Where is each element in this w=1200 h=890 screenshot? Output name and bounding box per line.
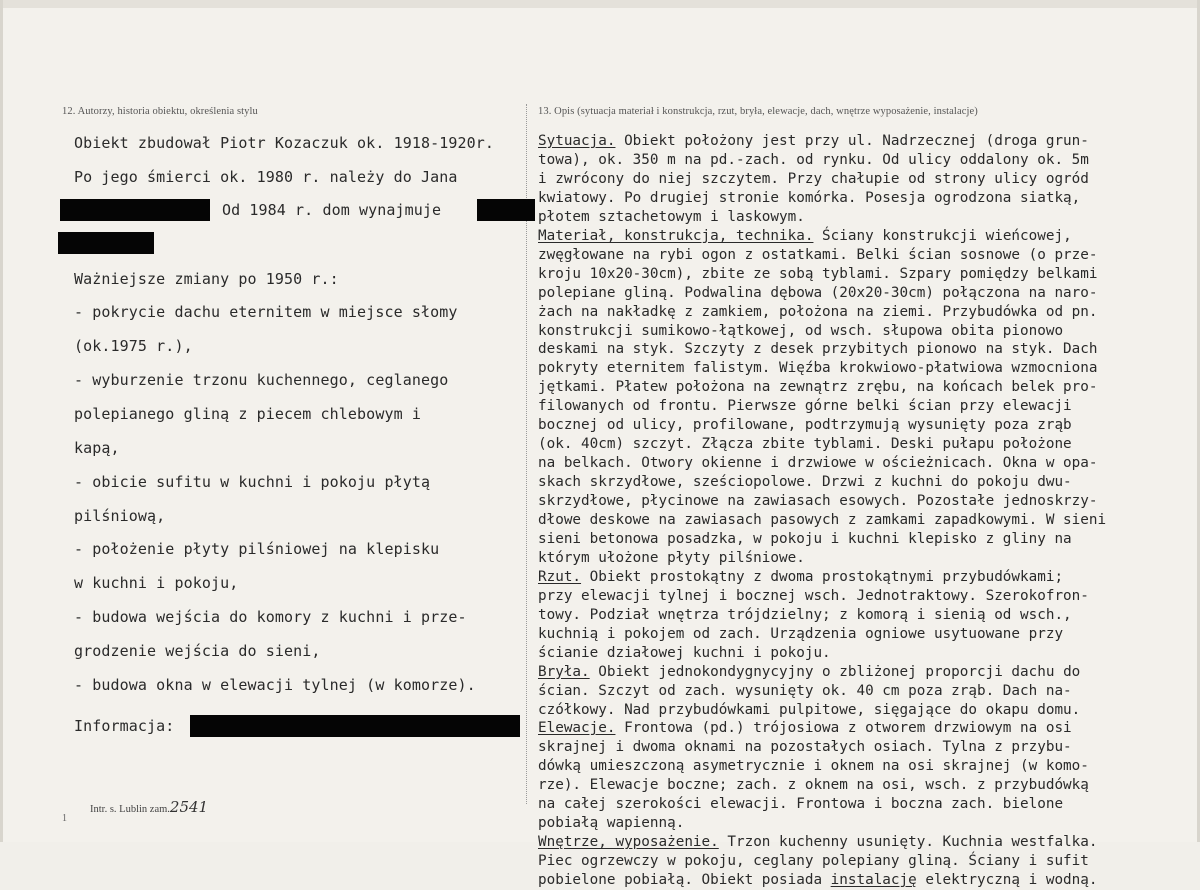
line-text: dłowe deskowe na zawiasach pasowych z zamkami zapadkowymi. W sieni xyxy=(538,512,1107,528)
redaction-bar xyxy=(190,715,520,737)
corner-mark: 1 xyxy=(62,813,67,824)
line-text: Frontowa (pd.) trójosiowa z otworem drzwiowym na osi xyxy=(615,720,1072,737)
changes-title: Ważniejsze zmiany po 1950 r.: xyxy=(74,270,339,288)
description-line xyxy=(538,871,1098,890)
change-item: - pokrycie dachu eternitem w miejsce słomy xyxy=(74,303,458,321)
line-text: jętkami. Płatew położona na zewnątrz zrębu, na końcach belek pro- xyxy=(538,379,1098,396)
line-text: Obiekt jednokondygnycyjny o zbliżonej proporcji dachu do xyxy=(589,663,1081,680)
description-line xyxy=(538,719,1072,738)
description-line xyxy=(538,170,1089,189)
change-item: - położenie płyty pilśniowej na klepisku xyxy=(74,540,440,558)
section-heading: Rzut. xyxy=(538,568,582,585)
section-heading: Bryła. xyxy=(538,663,590,680)
change-item: grodzenie wejścia do sieni, xyxy=(74,642,321,660)
line-text: kroju 10x20-30cm), zbite ze sobą tyblami. Szpary pomiędzy belkami xyxy=(538,265,1098,282)
description-line xyxy=(538,151,1089,170)
line-text: na całej szerokości elewacji. Frontowa i boczna zach. bielone xyxy=(538,796,1064,813)
archive-stamp xyxy=(90,798,208,816)
description-line xyxy=(538,454,1097,473)
section-heading: Wnętrze, wyposażenie. xyxy=(538,834,719,851)
change-item: polepianego gliną z piecem chlebowym i xyxy=(74,405,421,423)
change-item: - wyburzenie trzonu kuchennego, ceglanego xyxy=(74,371,449,389)
redaction-bar xyxy=(477,199,535,221)
line-text: Piec ogrzewczy w pokoju, ceglany polepiany gliną. Ściany i sufit xyxy=(538,853,1089,870)
description-line xyxy=(538,492,1097,511)
description-line xyxy=(538,606,1072,625)
line-text: towy. Podział wnętrza trójdzielny; z komorą i sienią od wsch., xyxy=(538,606,1072,623)
line-text: bocznej od ulicy, profilowane, podtrzymują wysunięty poza zrąb xyxy=(538,417,1072,434)
description-line xyxy=(538,340,1097,359)
description-line xyxy=(538,378,1097,397)
description-line xyxy=(538,511,1106,530)
description-line xyxy=(538,625,1063,644)
tenant-line: Od 1984 r. dom wynajmuje xyxy=(222,201,442,219)
description-line xyxy=(538,644,831,663)
line-text: sieni betonowa posadzka, w pokoju i kuchni klepisko z gliny na xyxy=(538,530,1072,547)
section-heading: Materiał, konstrukcja, technika. xyxy=(538,227,814,244)
description-line xyxy=(538,701,1080,720)
change-item: - obicie sufitu w kuchni i pokoju płytą xyxy=(74,473,431,491)
line-text: kuchnią i pokojem od zach. Urządzenia ogniowe usytuowane przy xyxy=(538,625,1064,642)
line-text: Ściany konstrukcji wieńcowej, xyxy=(813,227,1072,244)
description-line xyxy=(538,795,1063,814)
top-edge-shadow xyxy=(0,0,1200,8)
line-text: przy elewacji tylnej i bocznej wsch. Jednotraktowy. Szerokofron- xyxy=(538,587,1089,604)
owner-line: Po jego śmierci ok. 1980 r. należy do Jana xyxy=(74,168,458,186)
info-label: Informacja: xyxy=(74,717,175,735)
description-line xyxy=(538,284,1097,303)
line-text: żach na nakładkę z zamkiem, położona na ziemi. Przybudówka od pn. xyxy=(538,303,1098,320)
redaction-bar xyxy=(58,232,154,254)
description-line xyxy=(538,738,1072,757)
line-text: pobiałą wapienną. xyxy=(538,815,685,832)
description-line xyxy=(538,814,684,833)
description-line xyxy=(538,757,1089,776)
change-item: w kuchni i pokoju, xyxy=(74,574,239,592)
line-text: skrzydłowe, płycinowe na zawiasach esowych. Pozostałe jednoskrzy- xyxy=(538,493,1098,510)
line-text: deskami na styk. Szczyty z desek przybitych pionowo na styk. Dach xyxy=(538,341,1098,358)
description-line xyxy=(538,530,1072,549)
underlined-word: instalację xyxy=(830,872,917,889)
description-line xyxy=(538,265,1097,284)
line-text: zwęgłowane na rybi ogon z ostatkami. Belki ścian sosnowe (o prze- xyxy=(538,246,1098,263)
line-text: konstrukcji sumikowo-łątkowej, od wsch. słupowa obita pionowo xyxy=(538,322,1064,339)
line-text: rze). Elewacje boczne; zach. z oknem na osi, wsch. z przybudówką xyxy=(538,777,1089,794)
change-item: (ok.1975 r.), xyxy=(74,337,193,355)
line-text: którym ułożone płyty pilśniowe. xyxy=(538,549,805,566)
line-text: na belkach. Otwory okienne i drzwiowe w ościeżnicach. Okna w opa- xyxy=(538,455,1098,472)
line-text: kwiatowy. Po drugiej stronie komórka. Posesja ogrodzona siatką, xyxy=(538,189,1081,206)
line-text: skrajnej i dwoma oknami na pozostałych osiach. Tylna z przybu- xyxy=(538,739,1072,756)
description-line xyxy=(538,189,1080,208)
line-text: ścian. Szczyt od zach. wysunięty ok. 40 cm poza zrąb. Dach na- xyxy=(538,682,1072,699)
description-line xyxy=(538,246,1097,265)
change-item: pilśniową, xyxy=(74,507,166,525)
change-item: kapą, xyxy=(74,439,120,457)
handwritten-number: 2541 xyxy=(169,798,209,816)
line-text: towa), ok. 350 m na pd.-zach. od rynku. Od ulicy oddalony ok. 5m xyxy=(538,151,1089,168)
line-text: skach skrzydłowe, sześciopolowe. Drzwi z kuchni do pokoju dwu- xyxy=(538,474,1072,491)
line-text: Trzon kuchenny usunięty. Kuchnia westfalka. xyxy=(718,834,1098,851)
description-line xyxy=(538,663,1080,682)
line-text: dówką umieszczoną asymetrycznie i oknem na osi skrajnej (w komo- xyxy=(538,758,1089,775)
change-item: - budowa wejścia do komory z kuchni i prze- xyxy=(74,608,467,626)
line-text: pokryty eternitem falistym. Więźba krokwiowo-płatwiowa wzmocniona xyxy=(538,360,1098,377)
change-item: - budowa okna w elewacji tylnej (w komorze). xyxy=(74,676,476,694)
description-line xyxy=(538,132,1089,151)
line-text: polepiane gliną. Podwalina dębowa (20x20-30cm) połączona na naro- xyxy=(538,284,1098,301)
stamp-text: Intr. s. Lublin zam. xyxy=(90,804,170,815)
builder-line: Obiekt zbudował Piotr Kozaczuk ok. 1918-1920r. xyxy=(74,134,495,152)
description-line xyxy=(538,208,805,227)
description-line xyxy=(538,359,1097,378)
description-line xyxy=(538,303,1097,322)
section-12-label: 12. Autorzy, historia obiektu, określenia stylu xyxy=(62,106,258,117)
line-text: Obiekt położony jest przy ul. Nadrzecznej (droga grun- xyxy=(615,133,1089,149)
description-line xyxy=(538,833,1098,852)
line-text: ścianie działowej kuchni i pokoju. xyxy=(538,644,831,661)
line-text: i zwrócony do niej szczytem. Przy chałupie od strony ulicy ogród xyxy=(538,170,1089,187)
description-line xyxy=(538,416,1072,435)
line-text: elektryczną i wodną. xyxy=(916,872,1098,889)
description-line xyxy=(538,852,1089,871)
line-text: Obiekt prostokątny z dwoma prostokątnymi przybudówkami; xyxy=(581,568,1064,585)
description-line xyxy=(538,682,1072,701)
description-line xyxy=(538,776,1089,795)
description-line xyxy=(538,568,1063,587)
description-line xyxy=(538,397,1072,416)
description-line xyxy=(538,227,1072,246)
line-text: płotem sztachetowym i laskowym. xyxy=(538,208,805,225)
description-line xyxy=(538,473,1072,492)
description-line xyxy=(538,587,1089,606)
line-text: filowanych od frontu. Pierwsze górne belki ścian przy elewacji xyxy=(538,398,1072,415)
line-text: pobielone pobiałą. Obiekt posiada xyxy=(538,872,831,889)
line-text: (ok. 40cm) szczyt. Złącza zbite tyblami. Deski pułapu położone xyxy=(538,436,1072,453)
section-13-label: 13. Opis (sytuacja materiał i konstrukcja, rzut, bryła, elewacje, dach, wnętrze wyposażenie, instalacje) xyxy=(538,106,978,117)
section-heading: Elewacje. xyxy=(538,720,616,737)
description-line xyxy=(538,435,1072,454)
line-text: czółkowy. Nad przybudówkami pulpitowe, sięgające do okapu domu. xyxy=(538,701,1081,718)
description-line xyxy=(538,322,1063,341)
description-line xyxy=(538,549,805,568)
section-heading: Sytuacja. xyxy=(538,133,616,149)
left-edge xyxy=(0,0,3,842)
redaction-bar xyxy=(60,199,210,221)
